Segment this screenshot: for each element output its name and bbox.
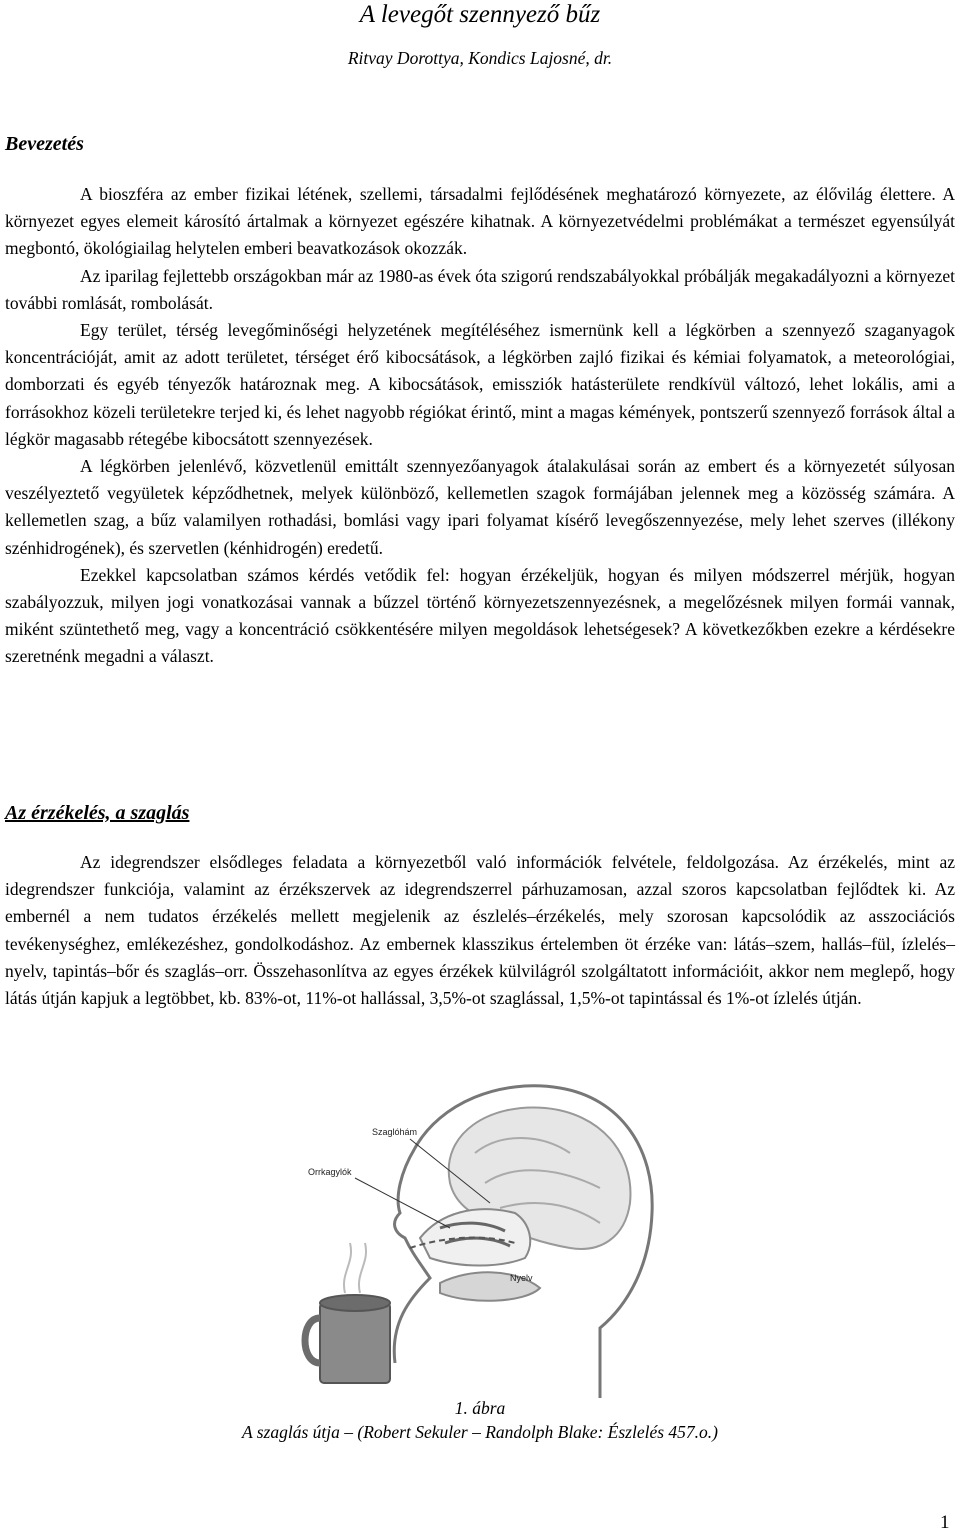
label-szaglohám: Szaglóhám — [372, 1127, 418, 1137]
paragraph: Az iparilag fejlettebb országokban már az 1980-as évek óta szigorú rendszabályokkal próbálják megakadályozni a környezet további romlását, rombolását. — [5, 265, 955, 313]
label-orrkagylok: Orrkagylók — [308, 1167, 352, 1177]
paragraph: A légkörben jelenlévő, közvetlenül emittált szennyezőanyagok átalakulásai során az embert és a környezetét súlyosan veszélyeztető vegyületek képződhetnek, melyek különböző, kellemetlen szagok formájában jelennek meg a közösség számára. A kellemetlen szag, a bűz valamilyen rothadási, bomlási vagy ipari folyamat kísérő levegőszennyezése, mely lehet szerves (illékony szénhidrogének), és szervetlen (kénhidrogén) eredetű. — [5, 456, 955, 558]
paragraph: Ezekkel kapcsolatban számos kérdés vetődik fel: hogyan érzékeljük, hogyan és milyen módszerrel mérjük, hogyan szabályozzuk, milyen jogi vonatkozásai vannak a bűzzel történő környezetszennyezésnek, a megelőzésnek milyen formái vannak, miként szüntethető meg, vagy a koncentráció csökkentésére milyen megoldások lehetségesek? A következőkben ezekre a kérdésekre szeretnénk megadni a választ. — [5, 564, 955, 667]
paragraph: Az idegrendszer elsődleges feladata a környezetből való információk felvétele, feldolgozása. Az érzékelés, mint az idegrendszer funkciója, valamint az érzékszervek az idegrendszerrel párhuzamosan, azzal szoros kapcsolatban fejlődtek ki. Az embernél a nem tudatos érzékelés mellett megjelenik az észlelés–érzékelés, mely szorosan kapcsolódik az asszociációs tevékenységhez, emlékezéshez, gondolkodáshoz. Az embernek klasszikus értelemben öt érzéke van: látás–szem, hallás–fül, ízlelés–nyelv, tapintás–bőr és szaglás–orr. Összehasonlítva az egyes érzékek külvilágról szolgáltatott információit, akkor nem meglepő, hogy látás útján kapjuk a legtöbbet, kb. 83%-ot, 11%-ot hallással, 3,5%-ot szaglással, 1,5%-ot tapintással és 1%-ot ízlelés útján. — [5, 852, 955, 1009]
head-illustration — [300, 1063, 660, 1403]
figure-smell-pathway — [300, 1063, 660, 1403]
label-nyelv: Nyelv — [510, 1273, 533, 1283]
paragraph: A bioszféra az ember fizikai létének, szellemi, társadalmi fejlődésének meghatározó környezete, az élővilág élettere. A környezet egyes elemeit károsító ártalmak a környezet egészére kihatnak. A környezetvédelmi problémákat a természet egyensúlyát megbontó, ökológiailag helytelen emberi beavatkozások okozzák. — [5, 184, 955, 259]
paper-title: A levegőt szennyező bűz — [359, 1, 601, 28]
mug — [320, 1303, 390, 1383]
paper-authors: Ritvay Dorottya, Kondics Lajosné, dr. — [347, 48, 613, 68]
section-body-intro — [5, 181, 955, 671]
section-body-senses — [5, 849, 955, 1012]
figure-number: 1. ábra — [454, 1398, 506, 1418]
section-heading-intro: Bevezetés — [5, 133, 84, 155]
figure-caption: A szaglás útja – (Robert Sekuler – Randolph Blake: Észlelés 457.o.) — [242, 1422, 718, 1442]
section-heading-senses: Az érzékelés, a szaglás — [5, 802, 190, 824]
paragraph: Egy terület, térség levegőminőségi helyzetének megítéléséhez ismernünk kell a légkörben a szennyező szaganyagok koncentrációját, amit az adott területet, térséget érő kibocsátások, a légkörben zajló fizikai és kémiai folyamatok, a meteorológiai, domborzati és egyéb tényezők határoznak meg. A kibocsátások, emissziók hatásterülete rendkívül változó, lehet lokális, ami a forrásokhoz közeli területekre terjed ki, és lehet nagyobb régiókat érintő, mint a magas kémények, pontszerű szennyező források által a légkör magasabb rétegébe kibocsátott szennyezések. — [5, 320, 955, 449]
page-number: 1 — [940, 1512, 950, 1533]
